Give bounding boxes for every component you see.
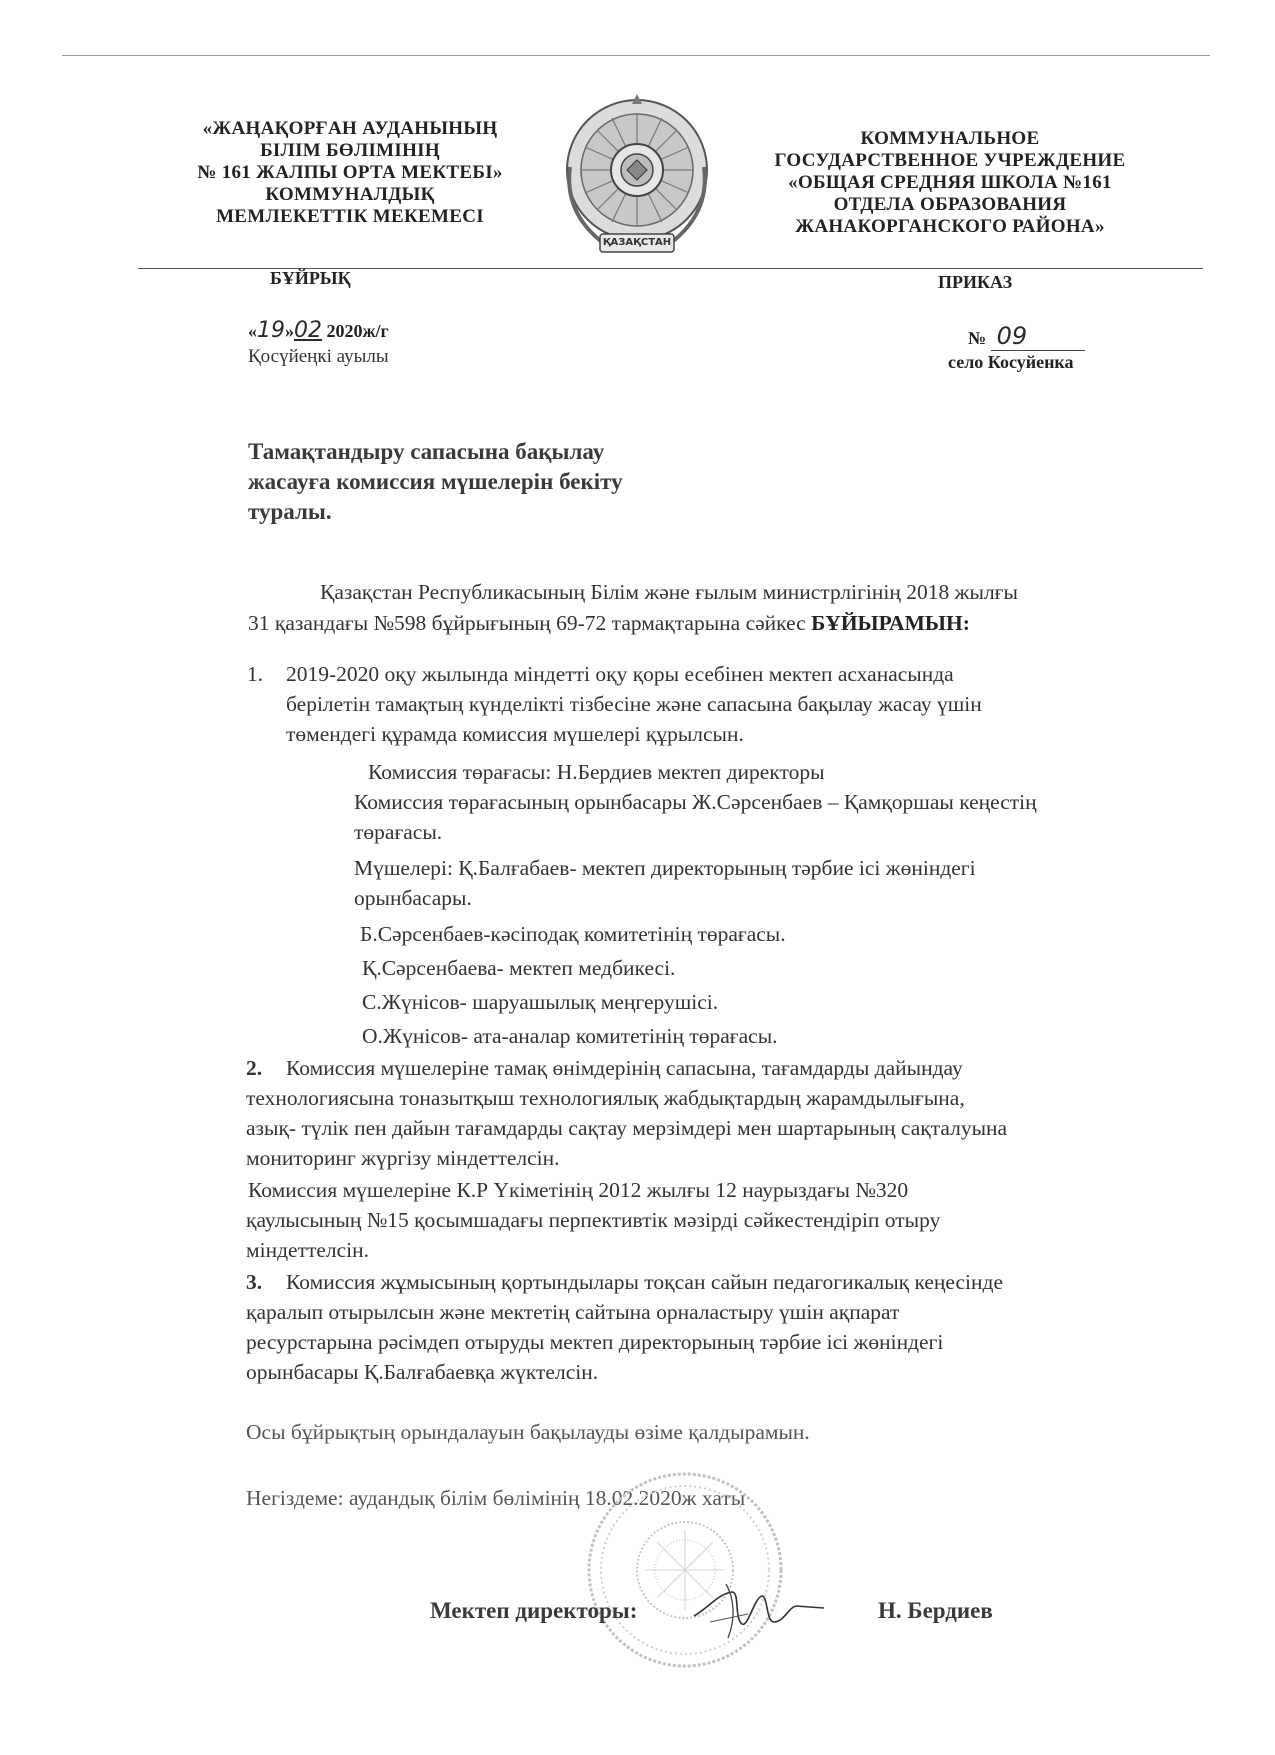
- state-emblem: [562, 92, 712, 267]
- item2-line: қаулысының №15 қосымшадағы перпективтік мәзірді сәйкестендіріп отыру: [246, 1208, 941, 1232]
- preamble-line: [248, 608, 970, 638]
- date-open-quote: «: [248, 321, 257, 341]
- item2-line: технологиясына тоназытқыш технологиялық жабдықтардың жарамдылығына,: [246, 1086, 965, 1110]
- date-year: 2020ж/г: [322, 321, 389, 341]
- item-number: 3.: [246, 1270, 263, 1294]
- member-line: О.Жүнісов- ата-аналар комитетінің төрағасы.: [362, 1024, 778, 1048]
- header-right-line: ЖАНАКОРГАНСКОГО РАЙОНА»: [795, 216, 1105, 237]
- number-prefix: №: [968, 328, 987, 348]
- member-line: Мүшелері: Қ.Балғабаев- мектеп директорының тәрбие ісі жөніндегі: [354, 856, 976, 880]
- date-close-quote: »: [285, 321, 294, 341]
- item1-line: берілетін тамақтың күнделікті тізбесіне және сапасына бақылау жасау үшін: [286, 692, 982, 716]
- date-day: 19: [257, 318, 285, 343]
- order-label-ru: ПРИКАЗ: [938, 272, 1013, 292]
- preamble-line: Қазақстан Республикасының Білім және ғылым министрлігінің 2018 жылғы: [320, 580, 1018, 604]
- item3-line: орынбасары Қ.Балғабаевқа жүктелсін.: [246, 1360, 599, 1384]
- order-date: [248, 318, 389, 343]
- top-rule: [62, 55, 1210, 56]
- preamble-text: 31 қазандағы №598 бұйрығының 69-72 тармақтарына сәйкес: [248, 611, 812, 635]
- header-left-line: БІЛІМ БӨЛІМІНІҢ: [260, 140, 440, 161]
- header-left-line: № 161 ЖАЛПЫ ОРТА МЕКТЕБІ»: [197, 162, 503, 183]
- signature-mark: [688, 1578, 828, 1642]
- item1-line: төмендегі құрамда комиссия мүшелері құрылсын.: [286, 722, 744, 746]
- member-line: төрағасы.: [354, 820, 443, 844]
- number-value: 09: [991, 322, 1085, 351]
- preamble-command: БҰЙЫРАМЫН:: [811, 611, 970, 635]
- handwritten-signature: [688, 1578, 828, 1642]
- title-line: Тамақтандыру сапасына бақылау: [248, 439, 605, 464]
- place-kz: Қосүйеңкі ауылы: [248, 346, 389, 367]
- title-line: жасауға комиссия мүшелерін бекіту: [248, 469, 623, 494]
- item-number: 1.: [247, 662, 264, 686]
- item2-line: Комиссия мүшелеріне тамақ өнімдерінің сапасына, тағамдарды дайындау: [286, 1056, 963, 1080]
- item1-line: 2019-2020 оқу жылында міндетті оқу қоры есебінен мектеп асханасында: [286, 662, 954, 686]
- order-number: [968, 322, 1085, 351]
- header-right-block: [740, 128, 1160, 238]
- title-line: туралы.: [248, 499, 332, 524]
- item3-line: қаралып отырылсын және мектетің сайтына орналастыру үшін ақпарат: [246, 1300, 900, 1324]
- item-number: 2.: [246, 1056, 263, 1080]
- header-right-line: ОТДЕЛА ОБРАЗОВАНИЯ: [833, 194, 1067, 215]
- header-left-line: МЕМЛЕКЕТТІК МЕКЕМЕСІ: [216, 206, 484, 227]
- header-right-line: ГОСУДАРСТВЕННОЕ УЧРЕЖДЕНИЕ: [774, 150, 1126, 171]
- date-month: 02: [294, 318, 322, 343]
- member-line: Б.Сәрсенбаев-кәсіподақ комитетінің төрағасы.: [360, 922, 786, 946]
- member-line: Комиссия төрағасы: Н.Бердиев мектеп директоры: [368, 760, 825, 784]
- header-left-block: [160, 118, 540, 228]
- header-right-line: «ОБЩАЯ СРЕДНЯЯ ШКОЛА №161: [788, 172, 1112, 193]
- document-title: [248, 437, 623, 527]
- member-line: С.Жүнісов- шаруашылық меңгерушісі.: [362, 990, 719, 1014]
- signature-position: Мектеп директоры:: [430, 1598, 638, 1623]
- item3-line: ресурстарына рәсімдеп отыруды мектеп директорының тәрбие ісі жөніндегі: [246, 1330, 944, 1354]
- item3-line: Комиссия жұмысының қортындылары тоқсан сайын педагогикалық кеңесінде: [286, 1270, 1003, 1294]
- place-ru: село Косуйенка: [948, 352, 1074, 372]
- header-right-line: КОММУНАЛЬНОЕ: [860, 128, 1040, 149]
- item2-line: мониторинг жүргізу міндеттелсін.: [246, 1146, 560, 1170]
- member-line: Қ.Сәрсенбаева- мектеп медбикесі.: [362, 956, 676, 980]
- emblem-label: ҚАЗАҚСТАН: [602, 237, 672, 248]
- control-statement: Осы бұйрықтың орындалауын бақылауды өзіме қалдырамын.: [246, 1420, 810, 1444]
- item2-line: азық- түлік пен дайын тағамдарды сақтау мерзімдері мен шартарының сақталуына: [246, 1116, 1008, 1140]
- header-left-line: «ЖАҢАҚОРҒАН АУДАНЫНЫҢ: [202, 118, 498, 139]
- signature-name: Н. Бердиев: [878, 1598, 993, 1623]
- member-line: Комиссия төрағасының орынбасары Ж.Сәрсенбаев – Қамқоршаы кеңестің: [354, 790, 1037, 814]
- header-left-line: КОММУНАЛДЫҚ: [265, 184, 435, 205]
- item2-line: міндеттелсін.: [246, 1238, 370, 1262]
- basis-statement: Негіздеме: аудандық білім бөлімінің 18.02.2020ж хаты: [246, 1486, 746, 1510]
- item2-line: Комиссия мүшелеріне К.Р Үкіметінің 2012 жылғы 12 наурыздағы №320: [248, 1178, 909, 1202]
- member-line: орынбасары.: [354, 886, 472, 910]
- order-label-kz: БҰЙРЫҚ: [270, 268, 351, 288]
